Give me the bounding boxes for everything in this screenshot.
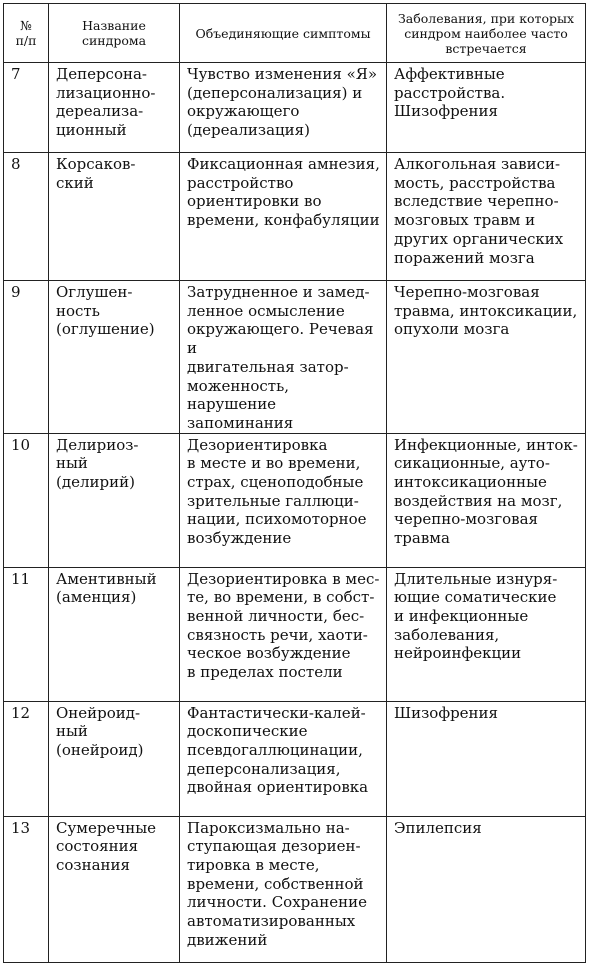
header-syndrome-name: Название синдрома [49,4,180,63]
row-number: 9 [4,281,49,434]
syndrome-name: Оглушен- ность (оглушение) [49,281,180,434]
symptoms-cell: Затрудненное и замед- ленное осмысление окружающего. Речевая и двигательная затор- моженность, нарушение запоминания [180,281,387,434]
symptoms-cell: Дезориентировка в месте и во времени, страх, сценоподобные зрительные галлюци- нации, психомоторное возбуждение [180,433,387,567]
syndrome-name: Делириоз- ный (делирий) [49,433,180,567]
symptoms-cell: Пароксизмально на- ступающая дезориен- тировка в месте, времени, собственной личности. Сохранение автоматизированных движений [180,816,387,962]
diseases-cell: Длительные изнуря- ющие соматические и инфекционные заболевания, нейроинфекции [387,567,586,701]
diseases-cell: Инфекционные, инток- сикационные, ауто- интоксикационные воздействия на мозг, черепно-мозговая травма [387,433,586,567]
row-number: 11 [4,567,49,701]
syndrome-name: Корсаков- ский [49,153,180,281]
syndromes-table [3,3,586,963]
symptoms-cell: Чувство изменения «Я» (деперсонализация) и окружающего (дереализация) [180,63,387,153]
row-number: 7 [4,63,49,153]
diseases-cell: Аффективные расстройства. Шизофрения [387,63,586,153]
syndrome-name: Аментивный (аменция) [49,567,180,701]
diseases-cell: Эпилепсия [387,816,586,962]
table-row [4,567,586,701]
header-number: № п/п [4,4,49,63]
symptoms-cell: Дезориентировка в мес- те, во времени, в собст- венной личности, бес- связность речи, хаоти- ческое возбуждение в пределах постели [180,567,387,701]
diseases-cell: Алкогольная зависи- мость, расстройства вследствие черепно- мозговых травм и других органических поражений мозга [387,153,586,281]
table-row [4,63,586,153]
diseases-cell: Шизофрения [387,701,586,816]
table-header-row [4,4,586,63]
header-diseases: Заболевания, при которых синдром наиболее часто встречается [387,4,586,63]
document-page [3,3,585,949]
row-number: 8 [4,153,49,281]
table-row [4,433,586,567]
syndrome-name: Деперсона- лизационно- дереализа- ционный [49,63,180,153]
table-row [4,816,586,962]
symptoms-cell: Фантастически-калей- доскопические псевдогаллюцинации, деперсонализация, двойная ориентировка [180,701,387,816]
table-row [4,153,586,281]
row-number: 13 [4,816,49,962]
symptoms-cell: Фиксационная амнезия, расстройство ориентировки во времени, конфабуляции [180,153,387,281]
syndrome-name: Онейроид- ный (онейроид) [49,701,180,816]
table-row [4,701,586,816]
syndrome-name: Сумеречные состояния сознания [49,816,180,962]
diseases-cell: Черепно-мозговая травма, интоксикации, опухоли мозга [387,281,586,434]
row-number: 12 [4,701,49,816]
row-number: 10 [4,433,49,567]
table-row [4,281,586,434]
header-symptoms: Объединяющие симптомы [180,4,387,63]
